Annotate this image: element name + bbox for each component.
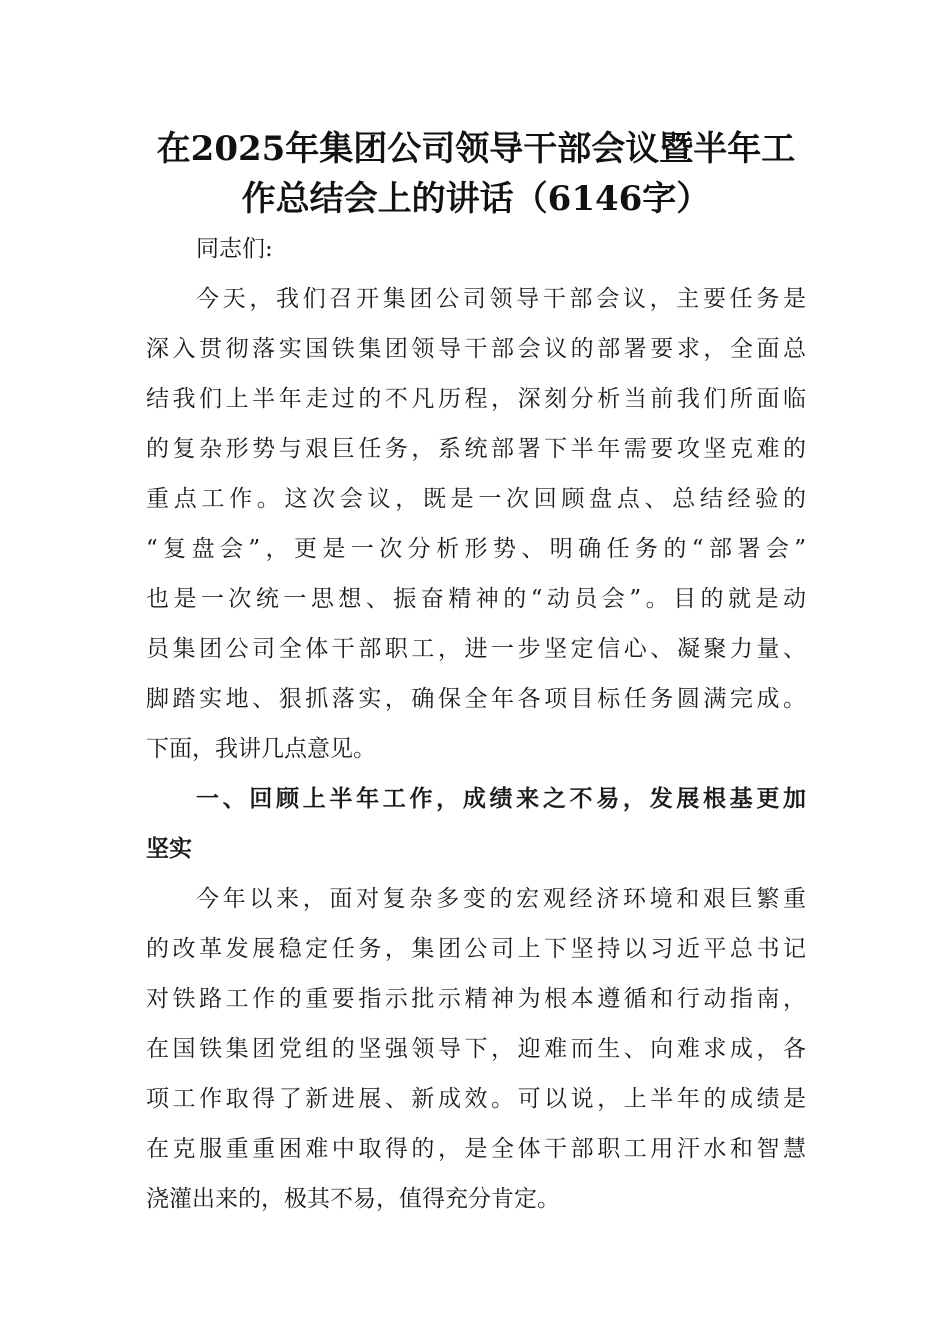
paragraph-line: 今天，我们召开集团公司领导干部会议，主要任务是 — [196, 286, 806, 312]
paragraph-line: 脚踏实地、狠抓落实，确保全年各项目标任务圆满完成。 — [146, 686, 806, 712]
paragraph-line: 项工作取得了新进展、新成效。可以说，上半年的成绩是 — [146, 1086, 806, 1112]
title-line-1: 在2025年集团公司领导干部会议暨半年工 — [156, 129, 796, 169]
paragraph-line: 也是一次统一思想、振奋精神的“动员会”。目的就是动 — [146, 586, 806, 612]
paragraph-line: 的改革发展稳定任务，集团公司上下坚持以习近平总书记 — [146, 936, 806, 962]
paragraph-line: “复盘会”，更是一次分析形势、明确任务的“部署会” — [146, 536, 806, 562]
paragraph-2 — [146, 874, 806, 1224]
document-body — [146, 224, 806, 1224]
paragraph-line: 员集团公司全体干部职工，进一步坚定信心、凝聚力量、 — [146, 636, 806, 662]
paragraph-1 — [146, 274, 806, 774]
section-heading-1 — [146, 774, 806, 874]
paragraph-line: 重点工作。这次会议，既是一次回顾盘点、总结经验的 — [146, 486, 806, 512]
paragraph-line: 深入贯彻落实国铁集团领导干部会议的部署要求，全面总 — [146, 336, 806, 362]
paragraph-line: 对铁路工作的重要指示批示精神为根本遵循和行动指南， — [146, 986, 806, 1012]
document-title — [146, 124, 806, 224]
title-line-2: 作总结会上的讲话（6146字） — [241, 179, 711, 219]
paragraph-line: 浇灌出来的，极其不易，值得充分肯定。 — [146, 1186, 560, 1212]
paragraph-line: 在国铁集团党组的坚强领导下，迎难而生、向难求成，各 — [146, 1036, 806, 1062]
section-heading-line: 坚实 — [146, 836, 192, 862]
paragraph-line: 结我们上半年走过的不凡历程，深刻分析当前我们所面临 — [146, 386, 806, 412]
paragraph-line: 在克服重重困难中取得的，是全体干部职工用汗水和智慧 — [146, 1136, 806, 1162]
paragraph-line: 的复杂形势与艰巨任务，系统部署下半年需要攻坚克难的 — [146, 436, 806, 462]
paragraph-line: 今年以来，面对复杂多变的宏观经济环境和艰巨繁重 — [196, 886, 806, 912]
salutation: 同志们: — [196, 236, 273, 262]
section-heading-line: 一、回顾上半年工作，成绩来之不易，发展根基更加 — [196, 786, 806, 812]
paragraph-line: 下面，我讲几点意见。 — [146, 736, 376, 762]
